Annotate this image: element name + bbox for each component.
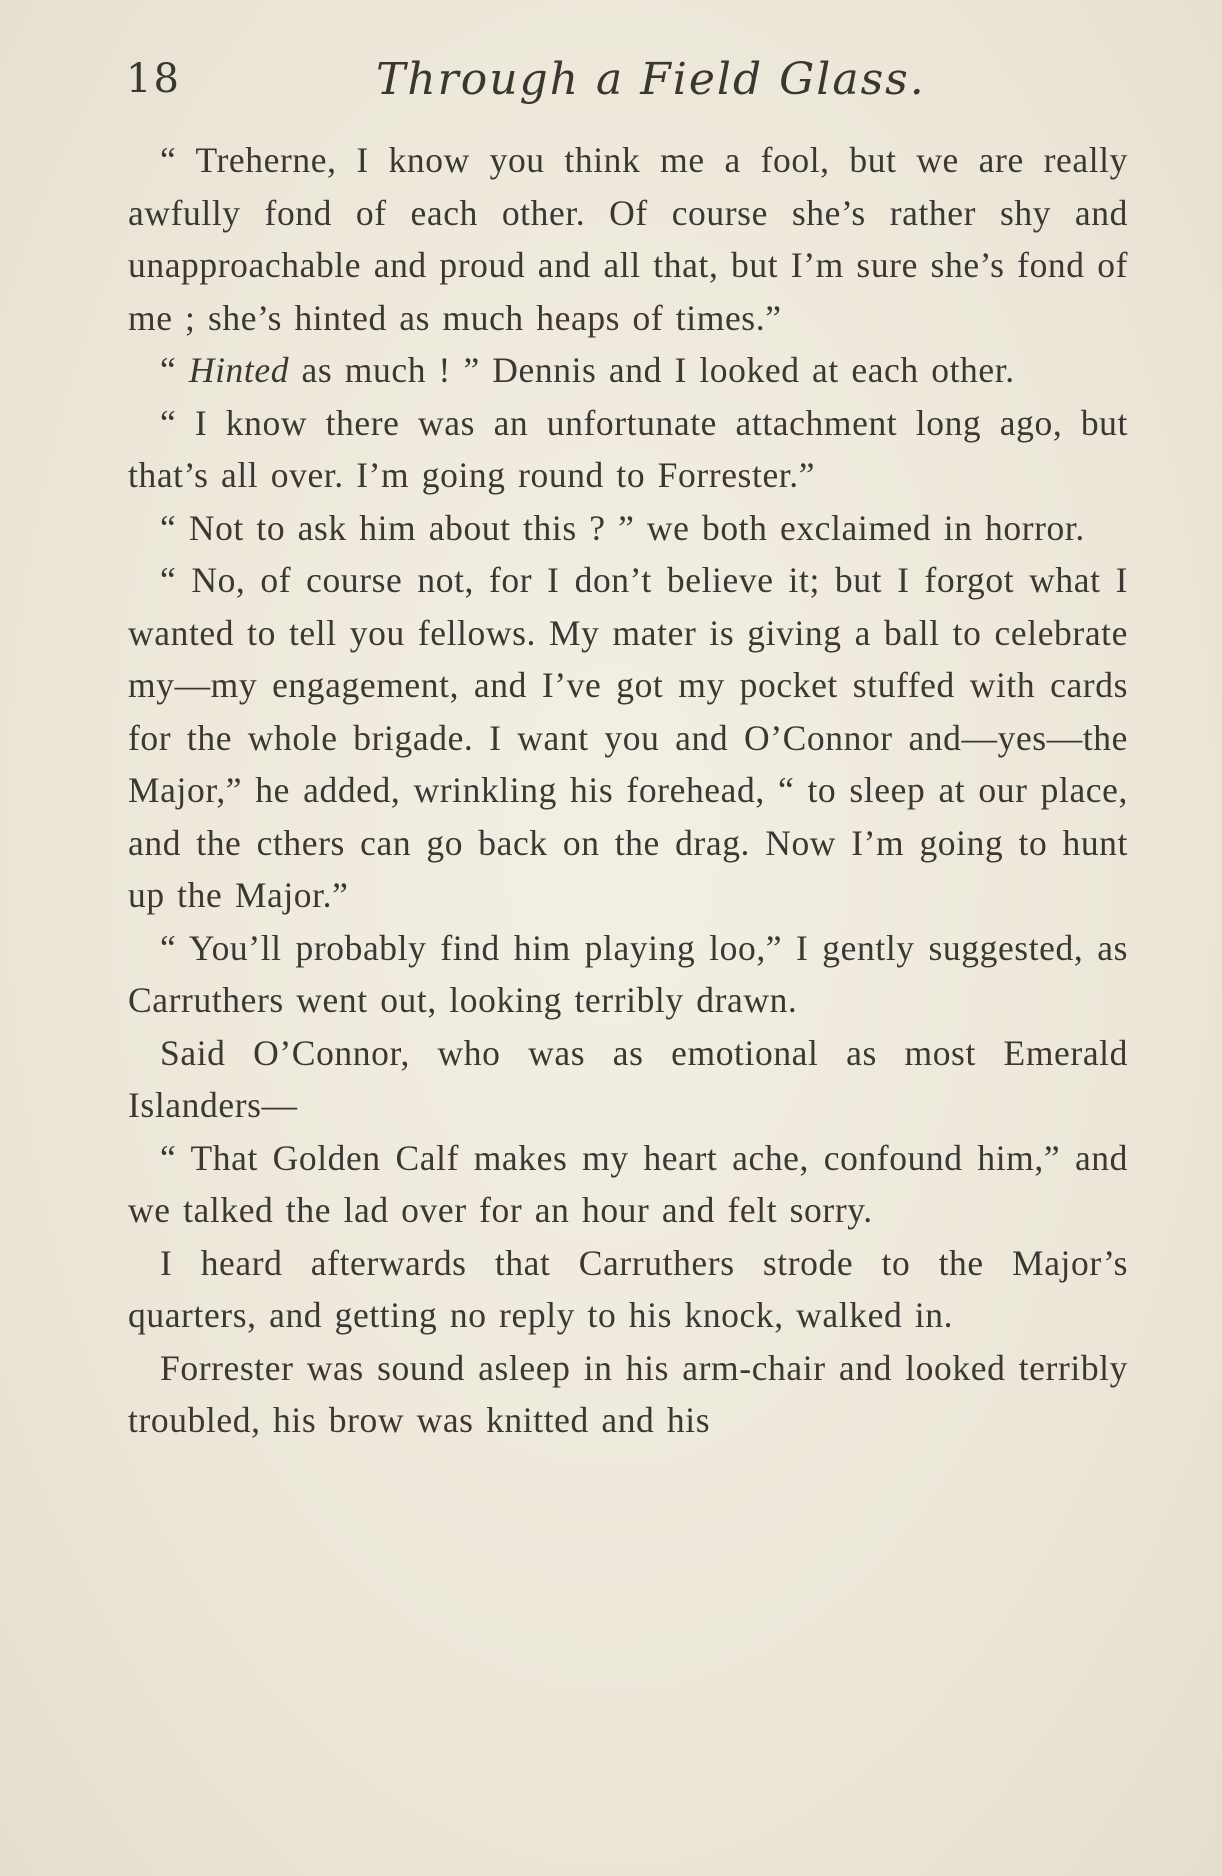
paragraph: I heard afterwards that Carruthers strode to the Major’s quarters, and getting no reply to his knock, walked in.: [128, 1242, 1128, 1335]
paragraph: Said O’Connor, who was as emotional as most Emerald Islanders—: [128, 1032, 1128, 1125]
paragraph: “ Hinted as much ! ” Dennis and I looked at each other.: [160, 350, 1015, 390]
paragraph: “ Treherne, I know you think me a fool, but we are really awfully fond of each other. Of course she’s rather shy and unapproachable and proud and all that, but I’m sure she’s fond of me ; she’s hinted as much heaps of times.”: [128, 140, 1128, 338]
running-title: Through a Field Glass.: [376, 54, 926, 105]
paragraph: “ Not to ask him about this ? ” we both exclaimed in horror.: [160, 507, 1085, 548]
body-text: [128, 134, 1128, 1447]
paragraph: “ You’ll probably find him playing loo,” I gently suggested, as Carruthers went out, looking terribly drawn.: [128, 927, 1128, 1020]
paragraph: “ That Golden Calf makes my heart ache, confound him,” and we talked the lad over for an hour and felt sorry.: [128, 1137, 1128, 1230]
paragraph: “ I know there was an unfortunate attachment long ago, but that’s all over. I’m going round to Forrester.”: [128, 402, 1128, 495]
paragraph: Forrester was sound asleep in his arm-chair and looked terribly troubled, his brow was knitted and his: [128, 1347, 1128, 1440]
paragraph: “ No, of course not, for I don’t believe it; but I forgot what I wanted to tell you fellows. My mater is giving a ball to celebrate my—my engagement, and I’ve got my pocket stuffed with cards for the whole brigade. I want you and O’Connor and—yes—the Major,” he added, wrinkling his forehead, “ to sleep at our place, and the cthers can go back on the drag. Now I’m going to hunt up the Major.”: [128, 560, 1128, 915]
page-number: 18: [126, 56, 181, 102]
page-header: [126, 52, 1126, 112]
italic-emphasis: Hinted: [188, 350, 290, 390]
